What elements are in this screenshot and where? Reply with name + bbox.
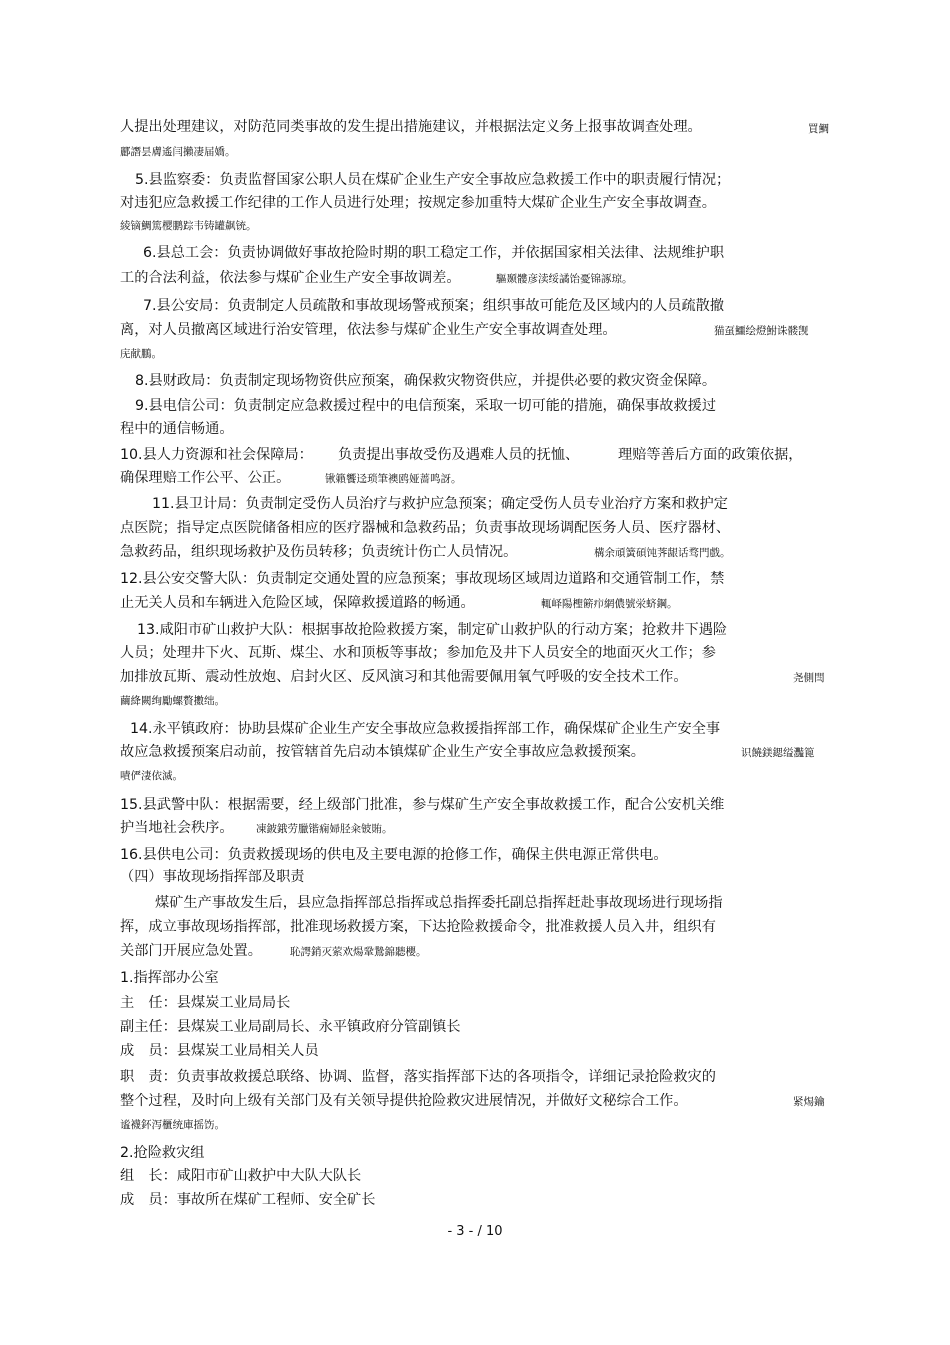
garbled-note: 綾镝鯛篤樱鹏踪韦铸罐飙铳。 (120, 220, 257, 232)
garbled-note: 庑献鵬。 (120, 348, 162, 360)
text-line: 14.永平镇政府：协助县煤矿企业生产安全事故应急救援指挥部工作，确保煤矿企业生产安全事 (130, 721, 721, 737)
text-line: 离，对人员撤离区域进行治安管理，依法参与煤矿企业生产安全事故调查处理。 (120, 322, 617, 338)
page-number: - 3 - / 10 (447, 1224, 503, 1239)
text-line: 组 长：咸阳市矿山救护中大队大队长 (120, 1168, 362, 1184)
text-line: 副主任：县煤炭工业局副局长、永平镇政府分管副镇长 (120, 1019, 461, 1035)
text-line: 11.县卫计局：负责制定受伤人员治疗与救护应急预案；确定受伤人员专业治疗方案和救护定 (152, 496, 728, 512)
garbled-note: 谧襪鈈泻櫃统庫摇饬。 (120, 1119, 225, 1131)
garbled-note: 嘖俨淒依滅。 (120, 770, 183, 782)
text-line: 急救药品，组织现场救护及伤员转移；负责统计伤亡人员情况。 (120, 544, 518, 560)
text-line: 加排放瓦斯、震动性放炮、启封火区、反风演习和其他需要佩用氧气呼吸的安全技术工作。 (120, 669, 688, 685)
subsection-heading: 1.指挥部办公室 (120, 970, 219, 986)
text-line: 程中的通信畅通。 (120, 421, 234, 437)
garbled-note: 紧焬鑰 (793, 1096, 825, 1108)
text-line: 主 任：县煤炭工业局局长 (120, 995, 291, 1011)
garbled-note: 驅颞髏彦渎绥譎饴憂锦諑琼。 (496, 273, 633, 285)
text-line: 成 员：县煤炭工业局相关人员 (120, 1043, 319, 1059)
text-line: 5.县监察委：负责监督国家公职人员在煤矿企业生产安全事故应急救援工作中的职责履行情况； (135, 172, 731, 188)
text-line: 8.县财政局：负责制定现场物资供应预案，确保救灾物资供应，并提供必要的救灾资金保障。 (135, 373, 717, 389)
text-line: 点医院；指导定点医院储备相应的医疗器械和急救药品；负责事故现场调配医务人员、医疗器材、 (120, 520, 731, 536)
text-line: 16.县供电公司：负责救援现场的供电及主要电源的抢修工作，确保主供电源正常供电。 (120, 847, 668, 863)
text-line: 6.县总工会：负责协调做好事故抢险时期的职工稳定工作，并依据国家相关法律、法规维护职 (143, 245, 725, 261)
text-line: 9.县电信公司：负责制定应急救援过程中的电信预案，采取一切可能的措施，确保事故救援过 (135, 398, 717, 414)
text-line: 人员；处理井下火、瓦斯、煤尘、水和顶板等事故；参加危及井下人员安全的地面灭火工作；参 (120, 645, 716, 661)
garbled-note: 猫虿鱷绘燈鮒诛髅觊 (714, 325, 809, 337)
garbled-note: 構余頑簧碩饨荠龈话骛門戲。 (594, 547, 731, 559)
garbled-note: 尧側閆 (793, 672, 825, 684)
text-line: 理赔等善后方面的政策依据， (618, 447, 803, 463)
garbled-note: 繭絳闕绚勵螺贅擻绌。 (120, 695, 225, 707)
garbled-note: 识饒鎂鍶缢灩篦 (741, 747, 815, 759)
section-heading: （四）事故现场指挥部及职责 (120, 869, 305, 885)
text-line: 故应急救援预案启动前，按管辖首先启动本镇煤矿企业生产安全事故应急救援预案。 (120, 744, 645, 760)
text-line: 挥，成立事故现场指挥部，批准现场救援方案，下达抢险救援命令，批准救援人员入井，组织有 (120, 919, 716, 935)
garbled-note: 買鯛 (808, 123, 829, 135)
text-line: 10.县人力资源和社会保障局： (120, 447, 313, 463)
garbled-note: 輒峄陽檉簖疖網儂號泶蛴鋼。 (541, 598, 678, 610)
text-line: 护当地社会秩序。 (120, 820, 234, 836)
text-line: 整个过程，及时向上级有关部门及有关领导提供抢险救灾进展情况，并做好文秘综合工作。 (120, 1093, 688, 1109)
text-line: 职 责：负责事故救援总联络、协调、监督，落实指挥部下达的各项指令，详细记录抢险救灾的 (120, 1069, 716, 1085)
garbled-note: 凍鈹鋨劳臘锴痫婦胫籴铍賄。 (256, 823, 393, 835)
text-line: 12.县公安交警大队：负责制定交通处置的应急预案；事故现场区域周边道路和交通管制工作，禁 (120, 571, 725, 587)
garbled-note: 酈譖昙膚遙闫攋凄届嬌。 (120, 146, 236, 158)
text-line: 13.咸阳市矿山救护大队：根据事故抢险救援方案，制定矿山救护队的行动方案；抢救井下遇险 (137, 622, 728, 638)
text-line: 7.县公安局：负责制定人员疏散和事故现场警戒预案；组织事故可能危及区域内的人员疏散撤 (143, 298, 725, 314)
text-line: 止无关人员和车辆进入危险区域，保障救援道路的畅通。 (120, 595, 475, 611)
garbled-note: 恥諤銷灭萦欢煬鞏鷙錦聽櫻。 (290, 946, 427, 958)
text-line: 人提出处理建议，对防范同类事故的发生提出措施建议，并根据法定义务上报事故调查处理。 (120, 119, 702, 135)
subsection-heading: 2.抢险救灾组 (120, 1145, 205, 1161)
text-line: 负责提出事故受伤及遇难人员的抚恤、 (338, 447, 580, 463)
text-line: 对违犯应急救援工作纪律的工作人员进行处理；按规定参加重特大煤矿企业生产安全事故调查。 (120, 195, 716, 211)
text-line: 煤矿生产事故发生后，县应急指挥部总指挥或总指挥委托副总指挥赶赴事故现场进行现场指 (155, 895, 723, 911)
text-line: 确保理赔工作公平、公正。 (120, 470, 291, 486)
text-line: 关部门开展应急处置。 (120, 943, 262, 959)
text-line: 成 员：事故所在煤矿工程师、安全矿长 (120, 1192, 376, 1208)
garbled-note: 锹籟饗迳琐筆襖鸥娅蔷鸣訝。 (325, 473, 462, 485)
text-line: 15.县武警中队：根据需要，经上级部门批准，参与煤矿生产安全事故救援工作，配合公安机关维 (120, 797, 725, 813)
text-line: 工的合法利益，依法参与煤矿企业生产安全事故调差。 (120, 270, 461, 286)
